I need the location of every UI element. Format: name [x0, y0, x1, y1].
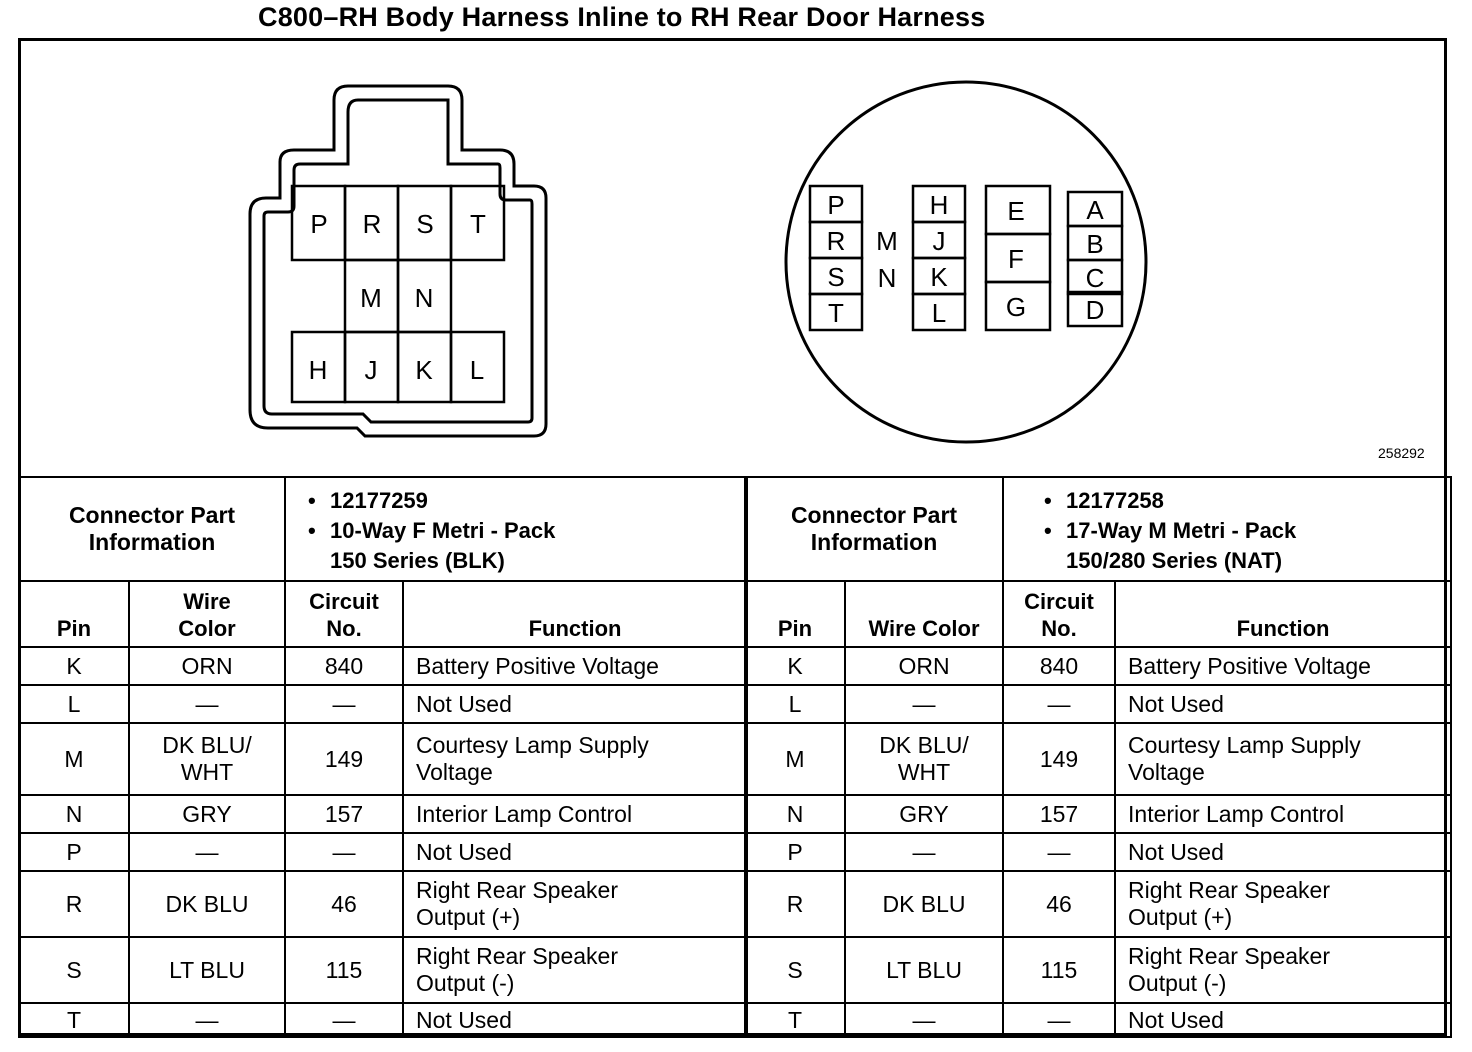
wire-color-cell: DK BLU	[845, 871, 1003, 937]
left-pinout-table	[18, 476, 748, 1038]
cavity-label: L	[469, 355, 485, 385]
table-row	[19, 795, 747, 833]
pin-cell: S	[745, 937, 845, 1003]
function-cell: Not Used	[403, 1003, 747, 1037]
wire-color-cell: —	[129, 833, 285, 871]
page-title: C800–RH Body Harness Inline to RH Rear Door Harness	[258, 2, 986, 32]
circuit-header: Circuit No.	[1003, 581, 1115, 647]
table-row	[745, 937, 1451, 1003]
cavity-label: J	[364, 355, 378, 385]
pin-cell: L	[745, 685, 845, 723]
pin-cell: P	[745, 833, 845, 871]
pin-cell: N	[19, 795, 129, 833]
left-connector-cells	[292, 186, 504, 402]
pin-cell: K	[745, 647, 845, 685]
table-row	[19, 723, 747, 795]
function-cell: Not Used	[403, 685, 747, 723]
pin-cell: T	[19, 1003, 129, 1037]
cavity-label: A	[1086, 195, 1104, 225]
wire-color-cell: —	[845, 1003, 1003, 1037]
cavity-label: H	[929, 190, 949, 220]
wire-color-cell: ORN	[845, 647, 1003, 685]
wire-color-cell: —	[129, 1003, 285, 1037]
pin-cell: T	[745, 1003, 845, 1037]
circuit-cell: —	[1003, 685, 1115, 723]
circuit-cell: 115	[1003, 937, 1115, 1003]
function-cell: Interior Lamp Control	[403, 795, 747, 833]
pin-cell: M	[745, 723, 845, 795]
cavity-label: F	[1008, 244, 1024, 274]
table-row	[19, 937, 747, 1003]
circuit-header: Circuit No.	[285, 581, 403, 647]
circuit-cell: —	[285, 1003, 403, 1037]
cavity-label: J	[932, 226, 946, 256]
wire-color-cell: GRY	[129, 795, 285, 833]
circuit-cell: 840	[1003, 647, 1115, 685]
wire-color-cell: ORN	[129, 647, 285, 685]
function-cell: Right Rear Speaker Output (-)	[403, 937, 747, 1003]
connector-part-info-label: Connector Part Information	[19, 477, 285, 581]
cavity-label: K	[930, 262, 948, 292]
connector-part-info-label: Connector Part Information	[745, 477, 1003, 581]
circuit-cell: 149	[285, 723, 403, 795]
table-row	[745, 1003, 1451, 1037]
cavity-label: R	[826, 226, 846, 256]
table-row	[19, 871, 747, 937]
function-cell: Right Rear Speaker Output (-)	[1115, 937, 1451, 1003]
pin-header: Pin	[745, 581, 845, 647]
wire-color-cell: —	[845, 833, 1003, 871]
wire-color-header: Wire Color	[845, 581, 1003, 647]
circuit-cell: 840	[285, 647, 403, 685]
wire-color-cell: DK BLU	[129, 871, 285, 937]
table-row	[745, 871, 1451, 937]
pin-cell: N	[745, 795, 845, 833]
function-header: Function	[1115, 581, 1451, 647]
table-header	[19, 581, 747, 647]
circuit-cell: 115	[285, 937, 403, 1003]
function-cell: Not Used	[1115, 1003, 1451, 1037]
cavity-label: N	[414, 283, 434, 313]
table-row	[745, 795, 1451, 833]
function-cell: Battery Positive Voltage	[403, 647, 747, 685]
function-cell: Right Rear Speaker Output (+)	[1115, 871, 1451, 937]
part-series: 150/280 Series (NAT)	[1066, 548, 1283, 573]
part-description: • 17-Way M Metri - Pack	[1066, 516, 1450, 546]
wire-color-cell: LT BLU	[129, 937, 285, 1003]
cavity-label: T	[828, 298, 844, 328]
function-cell: Interior Lamp Control	[1115, 795, 1451, 833]
wire-color-header: Wire Color	[129, 581, 285, 647]
cavity-label: S	[827, 262, 845, 292]
cavity-label: N	[877, 263, 897, 293]
figure-id: 258292	[1378, 445, 1425, 461]
cavity-label: M	[876, 226, 898, 256]
circuit-cell: —	[285, 685, 403, 723]
function-cell: Right Rear Speaker Output (+)	[403, 871, 747, 937]
table-header	[745, 581, 1451, 647]
circuit-cell: 157	[285, 795, 403, 833]
part-info-row	[745, 477, 1451, 581]
cavity-label: H	[308, 355, 328, 385]
circuit-cell: 149	[1003, 723, 1115, 795]
cavity-label: S	[416, 209, 434, 239]
circuit-cell: —	[1003, 1003, 1115, 1037]
part-number: • 12177259	[330, 486, 746, 516]
function-cell: Not Used	[403, 833, 747, 871]
table-row	[745, 833, 1451, 871]
function-header: Function	[403, 581, 747, 647]
cavity-label: P	[827, 190, 845, 220]
part-description: • 10-Way F Metri - Pack	[330, 516, 746, 546]
wire-color-cell: DK BLU/ WHT	[845, 723, 1003, 795]
function-cell: Not Used	[1115, 685, 1451, 723]
circuit-cell: —	[285, 833, 403, 871]
circuit-cell: 46	[285, 871, 403, 937]
part-series: 150 Series (BLK)	[330, 548, 505, 573]
cavity-label: C	[1085, 263, 1105, 293]
pin-cell: P	[19, 833, 129, 871]
pin-cell: S	[19, 937, 129, 1003]
circuit-cell: —	[1003, 833, 1115, 871]
table-row	[19, 647, 747, 685]
function-cell: Battery Positive Voltage	[1115, 647, 1451, 685]
cavity-label: E	[1007, 196, 1025, 226]
wire-color-cell: LT BLU	[845, 937, 1003, 1003]
part-number: • 12177258	[1066, 486, 1450, 516]
table-row	[19, 833, 747, 871]
pin-cell: M	[19, 723, 129, 795]
pin-cell: R	[745, 871, 845, 937]
cavity-label: P	[310, 209, 328, 239]
cavity-label: B	[1086, 229, 1104, 259]
cavity-label: M	[360, 283, 382, 313]
cavity-label: L	[931, 298, 947, 328]
circuit-cell: 157	[1003, 795, 1115, 833]
wire-color-cell: DK BLU/ WHT	[129, 723, 285, 795]
connector-diagrams	[0, 0, 1472, 480]
wire-color-cell: GRY	[845, 795, 1003, 833]
table-row	[745, 723, 1451, 795]
table-row	[745, 647, 1451, 685]
cavity-label: K	[415, 355, 433, 385]
connector-part-info-value	[285, 477, 747, 581]
function-cell: Not Used	[1115, 833, 1451, 871]
pin-cell: R	[19, 871, 129, 937]
right-connector-cells	[810, 186, 1122, 330]
connector-part-info-value	[1003, 477, 1451, 581]
cavity-label: R	[362, 209, 382, 239]
cavity-label: G	[1005, 292, 1027, 322]
function-cell: Courtesy Lamp Supply Voltage	[1115, 723, 1451, 795]
cavity-label: T	[470, 209, 486, 239]
wire-color-cell: —	[845, 685, 1003, 723]
cavity-label: D	[1085, 295, 1105, 325]
table-row	[19, 1003, 747, 1037]
right-pinout-table	[744, 476, 1452, 1038]
part-info-row	[19, 477, 747, 581]
pin-header: Pin	[19, 581, 129, 647]
pin-cell: L	[19, 685, 129, 723]
pin-cell: K	[19, 647, 129, 685]
function-cell: Courtesy Lamp Supply Voltage	[403, 723, 747, 795]
table-row	[745, 685, 1451, 723]
circuit-cell: 46	[1003, 871, 1115, 937]
table-row	[19, 685, 747, 723]
wire-color-cell: —	[129, 685, 285, 723]
